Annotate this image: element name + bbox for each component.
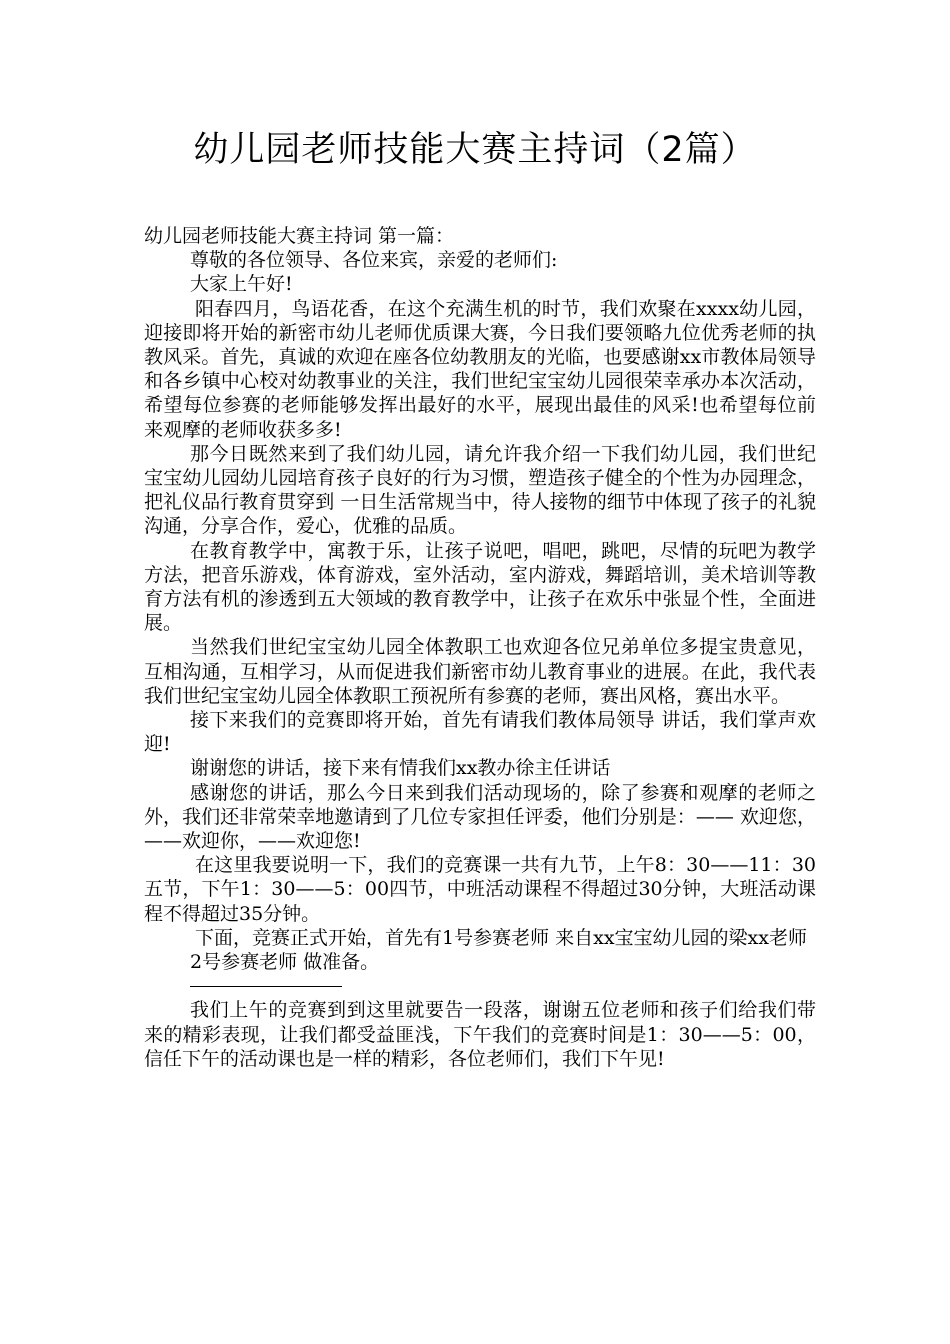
paragraph-opening: 阳春四月，鸟语花香，在这个充满生机的时节，我们欢聚在xxxx幼儿园，迎接即将开始的新密市幼儿老师优质课大赛，今日我们要领略九位优秀老师的执教风采。首先，真诚的欢迎在座各位幼教朋友的光临，也要感谢xx市教体局领导和各乡镇中心校对幼教事业的关注，我们世纪宝宝幼儿园很荣幸承办本次活动，希望每位参赛的老师能够发挥出最好的水平，展现出最佳的风采!也希望每位前来观摩的老师收获多多! (144, 297, 816, 441)
paragraph-second-teacher: 2号参赛老师 做准备。 (190, 951, 380, 974)
paragraph-greeting: 尊敬的各位领导、各位来宾，亲爱的老师们: (190, 249, 558, 272)
paragraph-closing: 我们上午的竞赛到到这里就要告一段落，谢谢五位老师和孩子们给我们带来的精彩表现，让我们都受益匪浅，下午我们的竞赛时间是1：30——5：00，信任下午的活动课也是一样的精彩，各位老师们，我们下午见! (144, 999, 816, 1070)
section-heading: 幼儿园老师技能大赛主持词 第一篇： (144, 225, 455, 247)
paragraph-teaching: 在教育教学中，寓教于乐，让孩子说吧，唱吧，跳吧，尽情的玩吧为教学方法，把音乐游戏，体育游戏，室外活动，室内游戏，舞蹈培训，美术培训等教育方法有机的渗透到五大领域的教育教学中，让孩子在欢乐中张显个性，全面进展。 (144, 539, 816, 635)
paragraph-welcome-feedback: 当然我们世纪宝宝幼儿园全体教职工也欢迎各位兄弟单位多提宝贵意见，互相沟通，互相学习，从而促进我们新密市幼儿教育事业的进展。在此，我代表我们世纪宝宝幼儿园全体教职工预祝所有参赛的老师，赛出风格，赛出水平。 (144, 636, 816, 707)
separator-line (190, 974, 816, 998)
paragraph-judges: 感谢您的讲话，那么今日来到我们活动现场的，除了参赛和观摩的老师之外，我们还非常荣幸地邀请到了几位专家担任评委，他们分别是：—— 欢迎您，——欢迎你，——欢迎您! (144, 781, 816, 853)
paragraph-contest-start: 下面，竞赛正式开始，首先有1号参赛老师 来自xx宝宝幼儿园的梁xx老师 (195, 926, 807, 949)
paragraph-schedule: 在这里我要说明一下，我们的竞赛课一共有九节，上午8：30——11：30 五节，下午1：30——5：00四节，中班活动课程不得超过30分钟，大班活动课程不得超过35分钟。 (144, 854, 816, 925)
paragraph-leader-speech: 接下来我们的竞赛即将开始，首先有请我们教体局领导 讲话，我们掌声欢迎! (144, 709, 816, 756)
paragraph-good-morning: 大家上午好! (190, 273, 293, 296)
document-body (144, 224, 816, 1071)
document-title: 幼儿园老师技能大赛主持词（2篇） (193, 130, 757, 170)
paragraph-introduction: 那今日既然来到了我们幼儿园，请允许我介绍一下我们幼儿园，我们世纪宝宝幼儿园幼儿园培育孩子良好的行为习惯，塑造孩子健全的个性为办园理念，把礼仪品行教育贯穿到 一日生活常规当中，待人接物的细节中体现了孩子的礼貌沟通，分享合作，爱心，优雅的品质。 (144, 442, 816, 538)
paragraph-director-speech: 谢谢您的讲话，接下来有情我们xx教办徐主任讲话 (190, 757, 611, 780)
